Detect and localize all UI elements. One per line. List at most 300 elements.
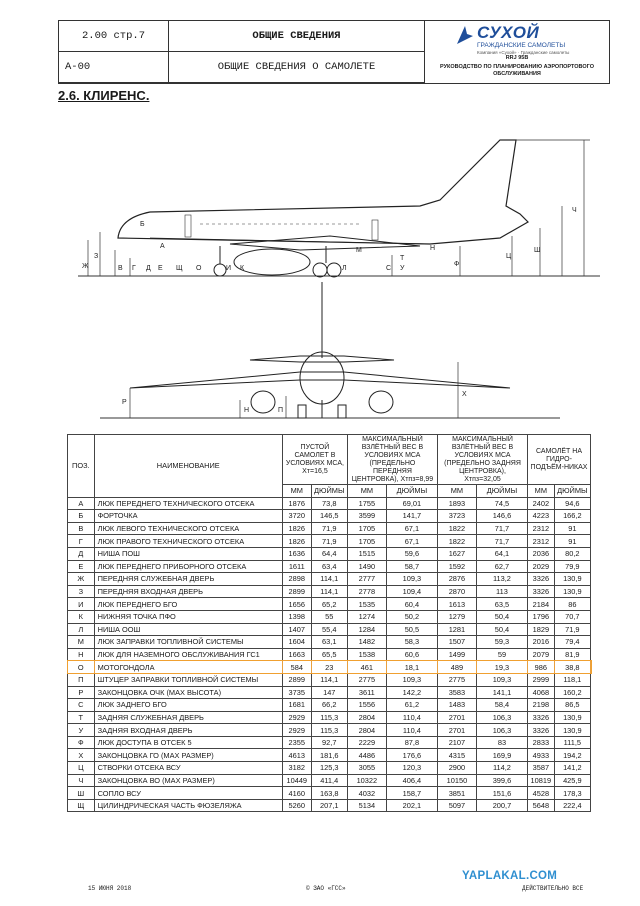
row-value: 2701 [437,724,476,737]
row-value: 425,9 [554,774,590,787]
row-value: 109,4 [386,585,437,598]
row-value: 2833 [528,736,555,749]
row-name: ПЕРЕДНЯЯ ВХОДНАЯ ДВЕРЬ [94,585,282,598]
row-value: 19,3 [476,661,527,674]
unit-mm: ММ [528,485,555,498]
row-name: ЛЮК ПЕРЕДНЕГО ТЕХНИЧЕСКОГО ОТСЕКА [94,497,282,510]
row-value: 178,3 [554,787,590,800]
table-row [68,749,591,762]
row-position: И [68,598,95,611]
side-label-a: А [160,243,165,250]
row-value: 2016 [528,636,555,649]
row-value: 1705 [347,522,386,535]
row-value: 5648 [528,799,555,812]
row-value: 80,2 [554,547,590,560]
row-value: 1822 [437,522,476,535]
side-label-ch: Ч [572,207,577,214]
row-value: 3055 [347,762,386,775]
page-number: 2.00 стр.7 [59,21,169,52]
logo-subtitle: ГРАЖДАНСКИЕ САМОЛЕТЫ [477,42,566,49]
row-value: 130,9 [554,711,590,724]
section-title: ОБЩИЕ СВЕДЕНИЯ [169,21,425,52]
row-value: 114,1 [311,673,347,686]
row-position: О [68,661,95,674]
row-value: 2229 [347,736,386,749]
cabin-windows [185,215,378,240]
row-name: СОПЛО ВСУ [94,787,282,800]
header-name: НАИМЕНОВАНИЕ [94,435,282,498]
row-value: 2107 [437,736,476,749]
row-value: 60,4 [386,598,437,611]
side-label-t: Т [400,255,405,262]
row-value: 65,5 [311,648,347,661]
row-value: 461 [347,661,386,674]
unit-mm: ММ [282,485,311,498]
side-label-i: И [226,265,232,272]
table-row [68,573,591,586]
row-value: 1893 [437,497,476,510]
row-value: 986 [528,661,555,674]
row-value: 71,7 [476,522,527,535]
row-value: 2899 [282,585,311,598]
row-position: Ч [68,774,95,787]
row-value: 406,4 [386,774,437,787]
row-name: ЛЮК ПРАВОГО ТЕХНИЧЕСКОГО ОТСЕКА [94,535,282,548]
row-value: 63,5 [476,598,527,611]
row-value: 59,3 [476,636,527,649]
table-row [68,547,591,560]
row-value: 1407 [282,623,311,636]
row-value: 1627 [437,547,476,560]
row-value: 147 [311,686,347,699]
row-value: 130,9 [554,573,590,586]
doc-code: RRJ 95B [505,55,529,61]
row-name: СТВОРКИ ОТСЕКА ВСУ [94,762,282,775]
header-pos: ПОЗ. [68,435,95,498]
clearance-rows [68,497,591,812]
row-name: НИША ПОШ [94,547,282,560]
row-position: Ц [68,762,95,775]
row-name: ЗАКОНЦОВКА ОЧК (МАХ ВЫСОТА) [94,686,282,699]
table-row [68,686,591,699]
table-row [68,711,591,724]
row-name: ЛЮК ДЛЯ НАЗЕМНОГО ОБСЛУЖИВАНИЯ ГС1 [94,648,282,661]
row-value: 59,6 [386,547,437,560]
header-empty-aircraft: ПУСТОЙ САМОЛЕТ В УСЛОВИЯХ МСА, Хт=16,5 [282,435,347,485]
side-label-shch: Щ [176,265,183,272]
row-value: 2198 [528,699,555,712]
row-value: 2036 [528,547,555,560]
row-value: 70,7 [554,610,590,623]
row-position: Д [68,547,95,560]
row-value: 181,6 [311,749,347,762]
table-row [68,585,591,598]
side-label-l: Л [342,265,347,272]
row-value: 87,8 [386,736,437,749]
row-value: 60,6 [386,648,437,661]
row-position: Ф [68,736,95,749]
row-value: 1796 [528,610,555,623]
fuselage-side-view [118,140,528,244]
side-label-b: Б [140,221,145,228]
row-value: 55 [311,610,347,623]
row-value: 58,3 [386,636,437,649]
row-value: 109,3 [476,673,527,686]
side-label-zh: Ж [82,263,89,270]
engine-nacelle-side [234,249,310,275]
row-value: 4933 [528,749,555,762]
wing-side [230,236,420,250]
row-value: 1515 [347,547,386,560]
row-value: 74,5 [476,497,527,510]
row-value: 1482 [347,636,386,649]
row-name: НИША ООШ [94,623,282,636]
row-value: 5134 [347,799,386,812]
row-value: 4223 [528,510,555,523]
row-value: 1829 [528,623,555,636]
row-name: ЗАКОНЦОВКА ВО (МАХ РАЗМЕР) [94,774,282,787]
side-label-o: О [196,265,202,272]
row-value: 2775 [347,673,386,686]
row-value: 4032 [347,787,386,800]
row-value: 207,1 [311,799,347,812]
side-label-s: С [386,265,392,272]
row-position: В [68,522,95,535]
row-value: 83 [476,736,527,749]
row-value: 86 [554,598,590,611]
row-value: 67,1 [386,535,437,548]
row-value: 4486 [347,749,386,762]
row-value: 111,5 [554,736,590,749]
row-value: 2777 [347,573,386,586]
row-name: ЗАКОНЦОВКА ГО (МАХ РАЗМЕР) [94,749,282,762]
row-value: 142,2 [386,686,437,699]
table-row [68,560,591,573]
row-value: 3720 [282,510,311,523]
row-value: 58,7 [386,560,437,573]
row-value: 3182 [282,762,311,775]
table-row [68,510,591,523]
row-value: 4315 [437,749,476,762]
row-position: А [68,497,95,510]
row-value: 1613 [437,598,476,611]
row-position: Л [68,623,95,636]
row-name: МОТОГОНДОЛА [94,661,282,674]
row-value: 2929 [282,711,311,724]
row-value: 67,1 [386,522,437,535]
row-value: 194,2 [554,749,590,762]
row-value: 2402 [528,497,555,510]
row-value: 109,3 [386,673,437,686]
table-row [68,648,591,661]
header-mtow-forward-cg: МАКСИМАЛЬНЫЙ ВЗЛЁТНЫЙ ВЕС В УСЛОВИЯХ МСА (ПРЕДЕЛЬНО ПЕРЕДНЯЯ ЦЕНТРОВКА), Хтпз=8,99 [347,435,437,485]
row-value: 2079 [528,648,555,661]
row-value: 1398 [282,610,311,623]
row-value: 3326 [528,585,555,598]
row-value: 1274 [347,610,386,623]
row-value: 1535 [347,598,386,611]
row-value: 120,3 [386,762,437,775]
row-value: 113,2 [476,573,527,586]
row-name: ЛЮК ДОСТУПА В ОТСЕК 5 [94,736,282,749]
row-value: 106,3 [476,711,527,724]
row-value: 69,01 [386,497,437,510]
row-position: Г [68,535,95,548]
row-value: 1876 [282,497,311,510]
table-row [68,774,591,787]
row-value: 64,1 [476,547,527,560]
row-value: 71,9 [311,535,347,548]
footer-date: 15 ИЮНЯ 2018 [88,885,132,892]
logo-tagline: Компания «Сухой» · Гражданские самолеты [477,50,570,55]
nose-gear-wheel [214,264,226,276]
front-label-kh: Х [462,391,467,398]
table-row [68,598,591,611]
row-position: Т [68,711,95,724]
row-value: 79,9 [554,560,590,573]
row-value: 71,9 [554,623,590,636]
row-name: ФОРТОЧКА [94,510,282,523]
row-position: Б [68,510,95,523]
front-dimension-lines [130,362,458,418]
row-position: З [68,585,95,598]
row-value: 71,7 [476,535,527,548]
row-value: 110,4 [386,711,437,724]
row-value: 10819 [528,774,555,787]
row-value: 3326 [528,573,555,586]
row-value: 62,7 [476,560,527,573]
row-value: 109,3 [386,573,437,586]
row-value: 1611 [282,560,311,573]
row-value: 64,4 [311,547,347,560]
row-position: У [68,724,95,737]
row-value: 2870 [437,585,476,598]
row-value: 584 [282,661,311,674]
side-label-z: З [94,253,99,260]
row-position: Х [68,749,95,762]
unit-in: ДЮЙМЫ [476,485,527,498]
row-name: ЗАДНЯЯ СЛУЖЕБНАЯ ДВЕРЬ [94,711,282,724]
row-value: 2999 [528,673,555,686]
row-value: 146,5 [311,510,347,523]
row-value: 1822 [437,535,476,548]
row-value: 1755 [347,497,386,510]
table-row [68,636,591,649]
row-position: Ш [68,787,95,800]
row-value: 200,7 [476,799,527,812]
row-name: ЛЮК ПЕРЕДНЕГО ПРИБОРНОГО ОТСЕКА [94,560,282,573]
row-value: 146,6 [476,510,527,523]
row-value: 151,6 [476,787,527,800]
row-value: 114,2 [476,762,527,775]
side-label-g: Г [132,265,136,272]
row-name: ЛЮК ЗАДНЕГО БГО [94,699,282,712]
row-value: 3611 [347,686,386,699]
row-value: 169,9 [476,749,527,762]
row-value: 158,7 [386,787,437,800]
table-row [68,522,591,535]
row-value: 1507 [437,636,476,649]
doc-title: РУКОВОДСТВО ПО ПЛАНИРОВАНИЮ АЭРОПОРТОВОГО ОБСЛУЖИВАНИЯ [440,64,594,77]
row-value: 2804 [347,711,386,724]
row-value: 1681 [282,699,311,712]
row-value: 55,4 [311,623,347,636]
row-value: 4613 [282,749,311,762]
row-position: М [68,636,95,649]
row-value: 2184 [528,598,555,611]
row-value: 38,8 [554,661,590,674]
row-value: 2312 [528,535,555,548]
row-value: 92,7 [311,736,347,749]
row-value: 4528 [528,787,555,800]
header-on-jacks: САМОЛЁТ НА ГИДРО-ПОДЪЁМ-НИКАХ [528,435,591,485]
row-value: 79,4 [554,636,590,649]
main-gear-wheel [313,263,327,277]
row-value: 18,1 [386,661,437,674]
row-name: ЛЮК ЗАПРАВКИ ТОПЛИВНОЙ СИСТЕМЫ [94,636,282,649]
row-value: 489 [437,661,476,674]
row-value: 2929 [282,724,311,737]
row-value: 91 [554,522,590,535]
row-value: 411,4 [311,774,347,787]
row-value: 4068 [528,686,555,699]
unit-in: ДЮЙМЫ [554,485,590,498]
unit-in: ДЮЙМЫ [311,485,347,498]
row-value: 2900 [437,762,476,775]
row-name: ЦИЛИНДРИЧЕСКАЯ ЧАСТЬ ФЮЗЕЛЯЖА [94,799,282,812]
row-value: 141,7 [386,510,437,523]
table-row [68,762,591,775]
table-row [68,799,591,812]
row-value: 1705 [347,535,386,548]
side-label-ts: Ц [506,253,512,260]
table-row [68,699,591,712]
row-name: ЛЮК ПЕРЕДНЕГО БГО [94,598,282,611]
row-value: 3851 [437,787,476,800]
row-value: 160,2 [554,686,590,699]
side-label-f: Ф [454,261,460,268]
row-value: 3583 [437,686,476,699]
row-value: 63,1 [311,636,347,649]
row-value: 1826 [282,522,311,535]
row-value: 3326 [528,724,555,737]
row-value: 81,9 [554,648,590,661]
row-value: 50,5 [386,623,437,636]
row-value: 91 [554,535,590,548]
table-row [68,661,591,674]
row-name: ПЕРЕДНЯЯ СЛУЖЕБНАЯ ДВЕРЬ [94,573,282,586]
front-view-aircraft [130,282,510,418]
row-position: Н [68,648,95,661]
row-value: 2778 [347,585,386,598]
row-value: 130,9 [554,585,590,598]
row-value: 130,9 [554,724,590,737]
row-value: 71,9 [311,522,347,535]
row-value: 222,4 [554,799,590,812]
row-value: 1284 [347,623,386,636]
row-value: 163,8 [311,787,347,800]
row-value: 2029 [528,560,555,573]
table-row [68,535,591,548]
row-value: 5097 [437,799,476,812]
row-value: 63,4 [311,560,347,573]
row-value: 2898 [282,573,311,586]
row-value: 1490 [347,560,386,573]
row-value: 86,5 [554,699,590,712]
footer-company: © ЗАО «ГСС» [306,885,346,892]
row-value: 1556 [347,699,386,712]
row-value: 1499 [437,648,476,661]
row-position: Е [68,560,95,573]
side-label-k: К [240,265,245,272]
row-value: 1604 [282,636,311,649]
header-mtow-aft-cg: МАКСИМАЛЬНЫЙ ВЗЛЁТНЫЙ ВЕС В УСЛОВИЯХ МСА (ПРЕДЕЛЬНО ЗАДНЯЯ ЦЕНТРОВКА), Хтпз=32,05 [437,435,527,485]
row-value: 23 [311,661,347,674]
row-name: НИЖНЯЯ ТОЧКА ПФО [94,610,282,623]
row-value: 141,2 [554,762,590,775]
table-row [68,673,591,686]
front-label-p: П [278,407,284,414]
row-value: 3599 [347,510,386,523]
section-subtitle: ОБЩИЕ СВЕДЕНИЯ О САМОЛЕТЕ [169,52,425,83]
row-value: 3723 [437,510,476,523]
unit-in: ДЮЙМЫ [386,485,437,498]
row-value: 66,2 [311,699,347,712]
row-value: 50,2 [386,610,437,623]
row-position: С [68,699,95,712]
side-label-v: В [118,265,123,272]
table-row [68,610,591,623]
side-label-d: Д [146,265,151,272]
row-position: П [68,673,95,686]
row-value: 10322 [347,774,386,787]
row-value: 2775 [437,673,476,686]
unit-mm: ММ [347,485,386,498]
revision: А-00 [59,52,169,83]
row-value: 2876 [437,573,476,586]
row-value: 1592 [437,560,476,573]
table-row [68,724,591,737]
front-label-r: Р [122,399,127,406]
row-value: 73,8 [311,497,347,510]
watermark: YAPLAKAL.COM [462,870,558,882]
row-value: 141,1 [476,686,527,699]
row-value: 202,1 [386,799,437,812]
clearance-diagram [0,0,640,434]
row-name: ШТУЦЕР ЗАПРАВКИ ТОПЛИВНОЙ СИСТЕМЫ [94,673,282,686]
side-label-u: У [400,265,405,272]
side-label-e: Е [158,265,163,272]
row-value: 5260 [282,799,311,812]
row-value: 1281 [437,623,476,636]
row-value: 4160 [282,787,311,800]
row-value: 115,3 [311,724,347,737]
row-position: Ж [68,573,95,586]
row-value: 1826 [282,535,311,548]
row-value: 2312 [528,522,555,535]
row-value: 1663 [282,648,311,661]
table-row [68,787,591,800]
row-value: 10449 [282,774,311,787]
row-value: 65,2 [311,598,347,611]
row-value: 114,1 [311,585,347,598]
front-label-n: Н [244,407,250,414]
row-value: 2701 [437,711,476,724]
row-value: 166,2 [554,510,590,523]
row-value: 3735 [282,686,311,699]
row-value: 113 [476,585,527,598]
side-label-n: Н [430,245,436,252]
